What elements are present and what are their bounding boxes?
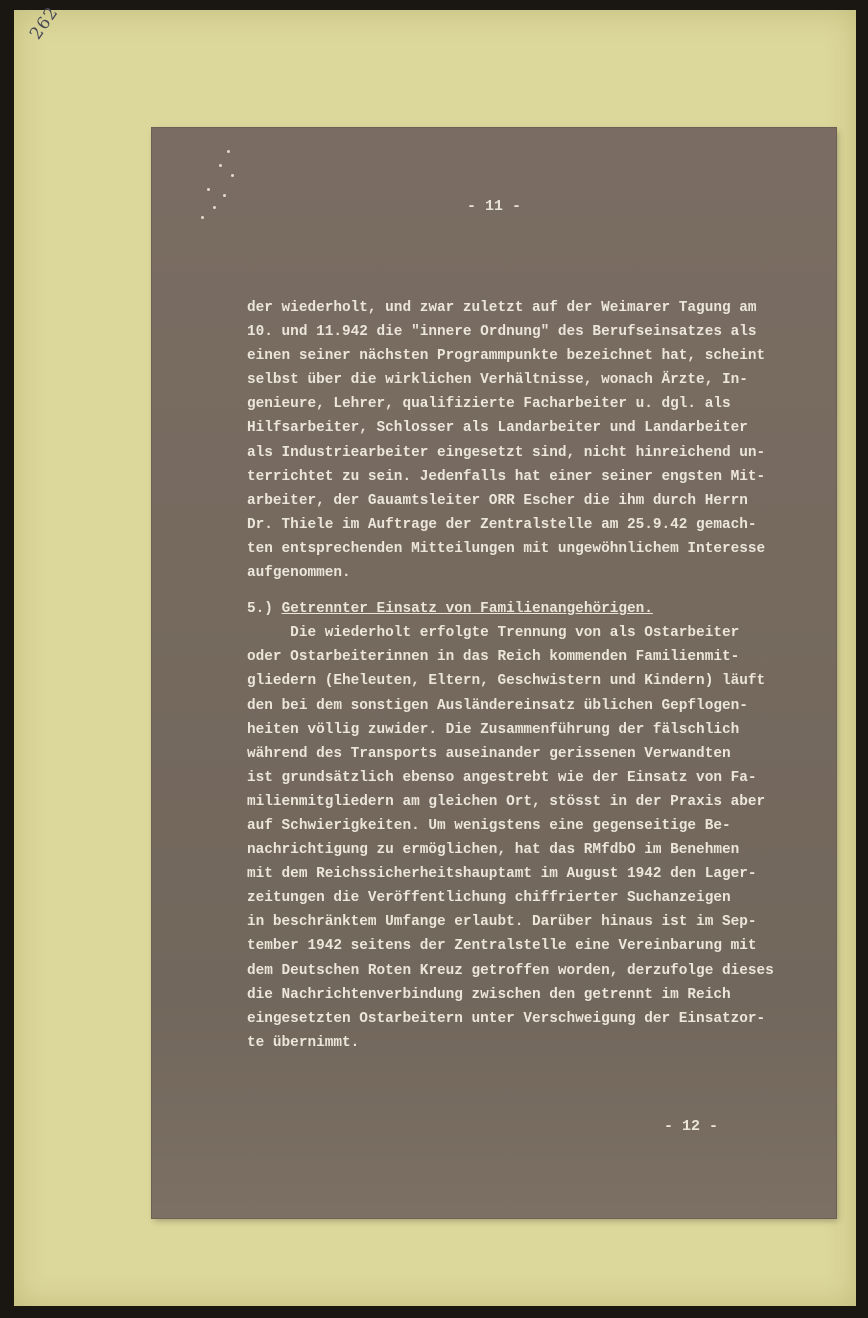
text-line: Hilfsarbeiter, Schlosser als Landarbeiter und Landarbeiter xyxy=(247,420,748,437)
text-line: ten entsprechenden Mitteilungen mit ungewöhnlichem Interesse xyxy=(247,540,766,557)
text-line: mit dem Reichssicherheitshauptamt im August 1942 den Lager- xyxy=(247,866,757,883)
paragraph-1 xyxy=(247,296,837,585)
section-heading xyxy=(247,597,837,621)
text-line: den bei dem sonstigen Ausländereinsatz üblichen Gepflogen- xyxy=(247,697,748,714)
archive-number: 262 xyxy=(26,2,63,44)
text-line: auf Schwierigkeiten. Um wenigstens eine gegenseitige Be- xyxy=(247,817,731,834)
text-line: heiten völlig zuwider. Die Zusammenführung der fälschlich xyxy=(247,721,740,738)
text-line: arbeiter, der Gauamtsleiter ORR Escher die ihm durch Herrn xyxy=(247,492,748,509)
text-line: die Nachrichtenverbindung zwischen den getrennt im Reich xyxy=(247,986,731,1003)
document-body xyxy=(247,296,837,1055)
section-title: Getrennter Einsatz von Familienangehörigen. xyxy=(281,601,653,618)
text-line: genieure, Lehrer, qualifizierte Facharbeiter u. dgl. als xyxy=(247,396,731,413)
text-line: der wiederholt, und zwar zuletzt auf der Weimarer Tagung am xyxy=(247,300,757,316)
text-line: Dr. Thiele im Auftrage der Zentralstelle am 25.9.42 gemach- xyxy=(247,516,757,533)
text-line: ist grundsätzlich ebenso angestrebt wie der Einsatz von Fa- xyxy=(247,769,757,786)
text-line: als Industriearbeiter eingesetzt sind, nicht hinreichend un- xyxy=(247,444,766,461)
page-number-bottom: - 12 - xyxy=(663,1118,718,1135)
text-line: aufgenommen. xyxy=(247,565,351,582)
text-line: Die wiederholt erfolgte Trennung von als Ostarbeiter xyxy=(247,625,740,642)
text-line: tember 1942 seitens der Zentralstelle eine Vereinbarung mit xyxy=(247,938,757,955)
section-number: 5.) xyxy=(247,601,273,618)
text-line: eingesetzten Ostarbeitern unter Verschweigung der Einsatzor- xyxy=(247,1010,766,1027)
text-line: selbst über die wirklichen Verhältnisse, wonach Ärzte, In- xyxy=(247,372,748,389)
text-line: einen seiner nächsten Programmpunkte bezeichnet hat, scheint xyxy=(247,348,766,365)
text-line: 10. und 11.942 die "innere Ordnung" des Berufseinsatzes als xyxy=(247,324,757,341)
text-line: während des Transports auseinander gerissenen Verwandten xyxy=(247,745,731,762)
text-line: dem Deutschen Roten Kreuz getroffen worden, derzufolge dieses xyxy=(247,962,774,979)
text-line: te übernimmt. xyxy=(247,1034,360,1051)
text-line: milienmitgliedern am gleichen Ort, stösst in der Praxis aber xyxy=(247,793,766,810)
document-page xyxy=(152,128,836,1218)
text-line: terrichtet zu sein. Jedenfalls hat einer seiner engsten Mit- xyxy=(247,468,766,485)
paragraph-2 xyxy=(247,621,837,1055)
text-line: oder Ostarbeiterinnen in das Reich kommenden Familienmit- xyxy=(247,649,740,666)
page-number-top: - 11 - xyxy=(466,198,521,215)
text-line: in beschränktem Umfange erlaubt. Darüber hinaus ist im Sep- xyxy=(247,914,757,931)
text-line: gliedern (Eheleuten, Eltern, Geschwistern und Kindern) läuft xyxy=(247,673,766,690)
text-line: zeitungen die Veröffentlichung chiffrierter Suchanzeigen xyxy=(247,890,731,907)
text-line: nachrichtigung zu ermöglichen, hat das RMfdbO im Benehmen xyxy=(247,842,740,859)
